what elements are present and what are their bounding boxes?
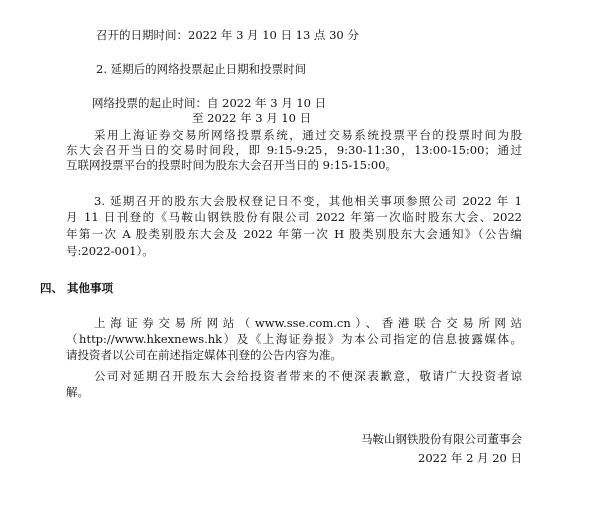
section4-heading: 四、 其他事项 bbox=[40, 281, 114, 295]
item3-line-1: 3. 延期召开的股东大会股权登记日不变，其他相关事项参照公司 2022 年 1 bbox=[94, 194, 522, 208]
item3-line-3: 年第一次 A 股类别股东大会及 2022 年第一次 H 股类别股东大会通知》（公告编 bbox=[66, 227, 522, 241]
other-para1-line-1: 上海证券交易所网站（www.sse.com.cn）、香港联合交易所网站 bbox=[94, 316, 522, 330]
signature-company: 马鞍山钢铁股份有限公司董事会 bbox=[361, 432, 522, 446]
item3-line-4: 号:2022-001）。 bbox=[66, 244, 154, 258]
vote-period-from: 网络投票的起止时间：自 2022 年 3 月 10 日 bbox=[92, 96, 327, 110]
vote-period-to: 至 2022 年 3 月 10 日 bbox=[192, 111, 312, 125]
sse-paragraph-line-2: 东大会召开当日的交易时间段，即 9:15-9:25，9:30-11:30，13:00-15:00；通过 bbox=[66, 143, 522, 157]
other-para1-line-3: 请投资者以公司在前述指定媒体刊登的公告内容为准。 bbox=[66, 348, 342, 362]
other-para2-line-2: 解。 bbox=[66, 385, 89, 399]
signature-date: 2022 年 2 月 20 日 bbox=[418, 451, 522, 465]
sse-paragraph-line-1: 采用上海证券交易所网络投票系统，通过交易系统投票平台的投票时间为股 bbox=[94, 128, 522, 142]
item2-heading: 2. 延期后的网络投票起止日期和投票时间 bbox=[96, 62, 307, 76]
meeting-time-line: 召开的日期时间：2022 年 3 月 10 日 13 点 30 分 bbox=[96, 28, 359, 42]
sse-paragraph-line-3: 互联网投票平台的投票时间为股东大会召开当日的 9:15-15:00。 bbox=[66, 158, 398, 172]
other-para1-line-2: （http://www.hkexnews.hk）及《上海证券报》为本公司指定的信息披露媒体。 bbox=[66, 332, 522, 346]
item3-line-2: 月 11 日刊登的《马鞍山钢铁股份有限公司 2022 年第一次临时股东大会、2022 bbox=[66, 210, 522, 224]
other-para2-line-1: 公司对延期召开股东大会给投资者带来的不便深表歉意，敬请广大投资者谅 bbox=[94, 369, 522, 383]
